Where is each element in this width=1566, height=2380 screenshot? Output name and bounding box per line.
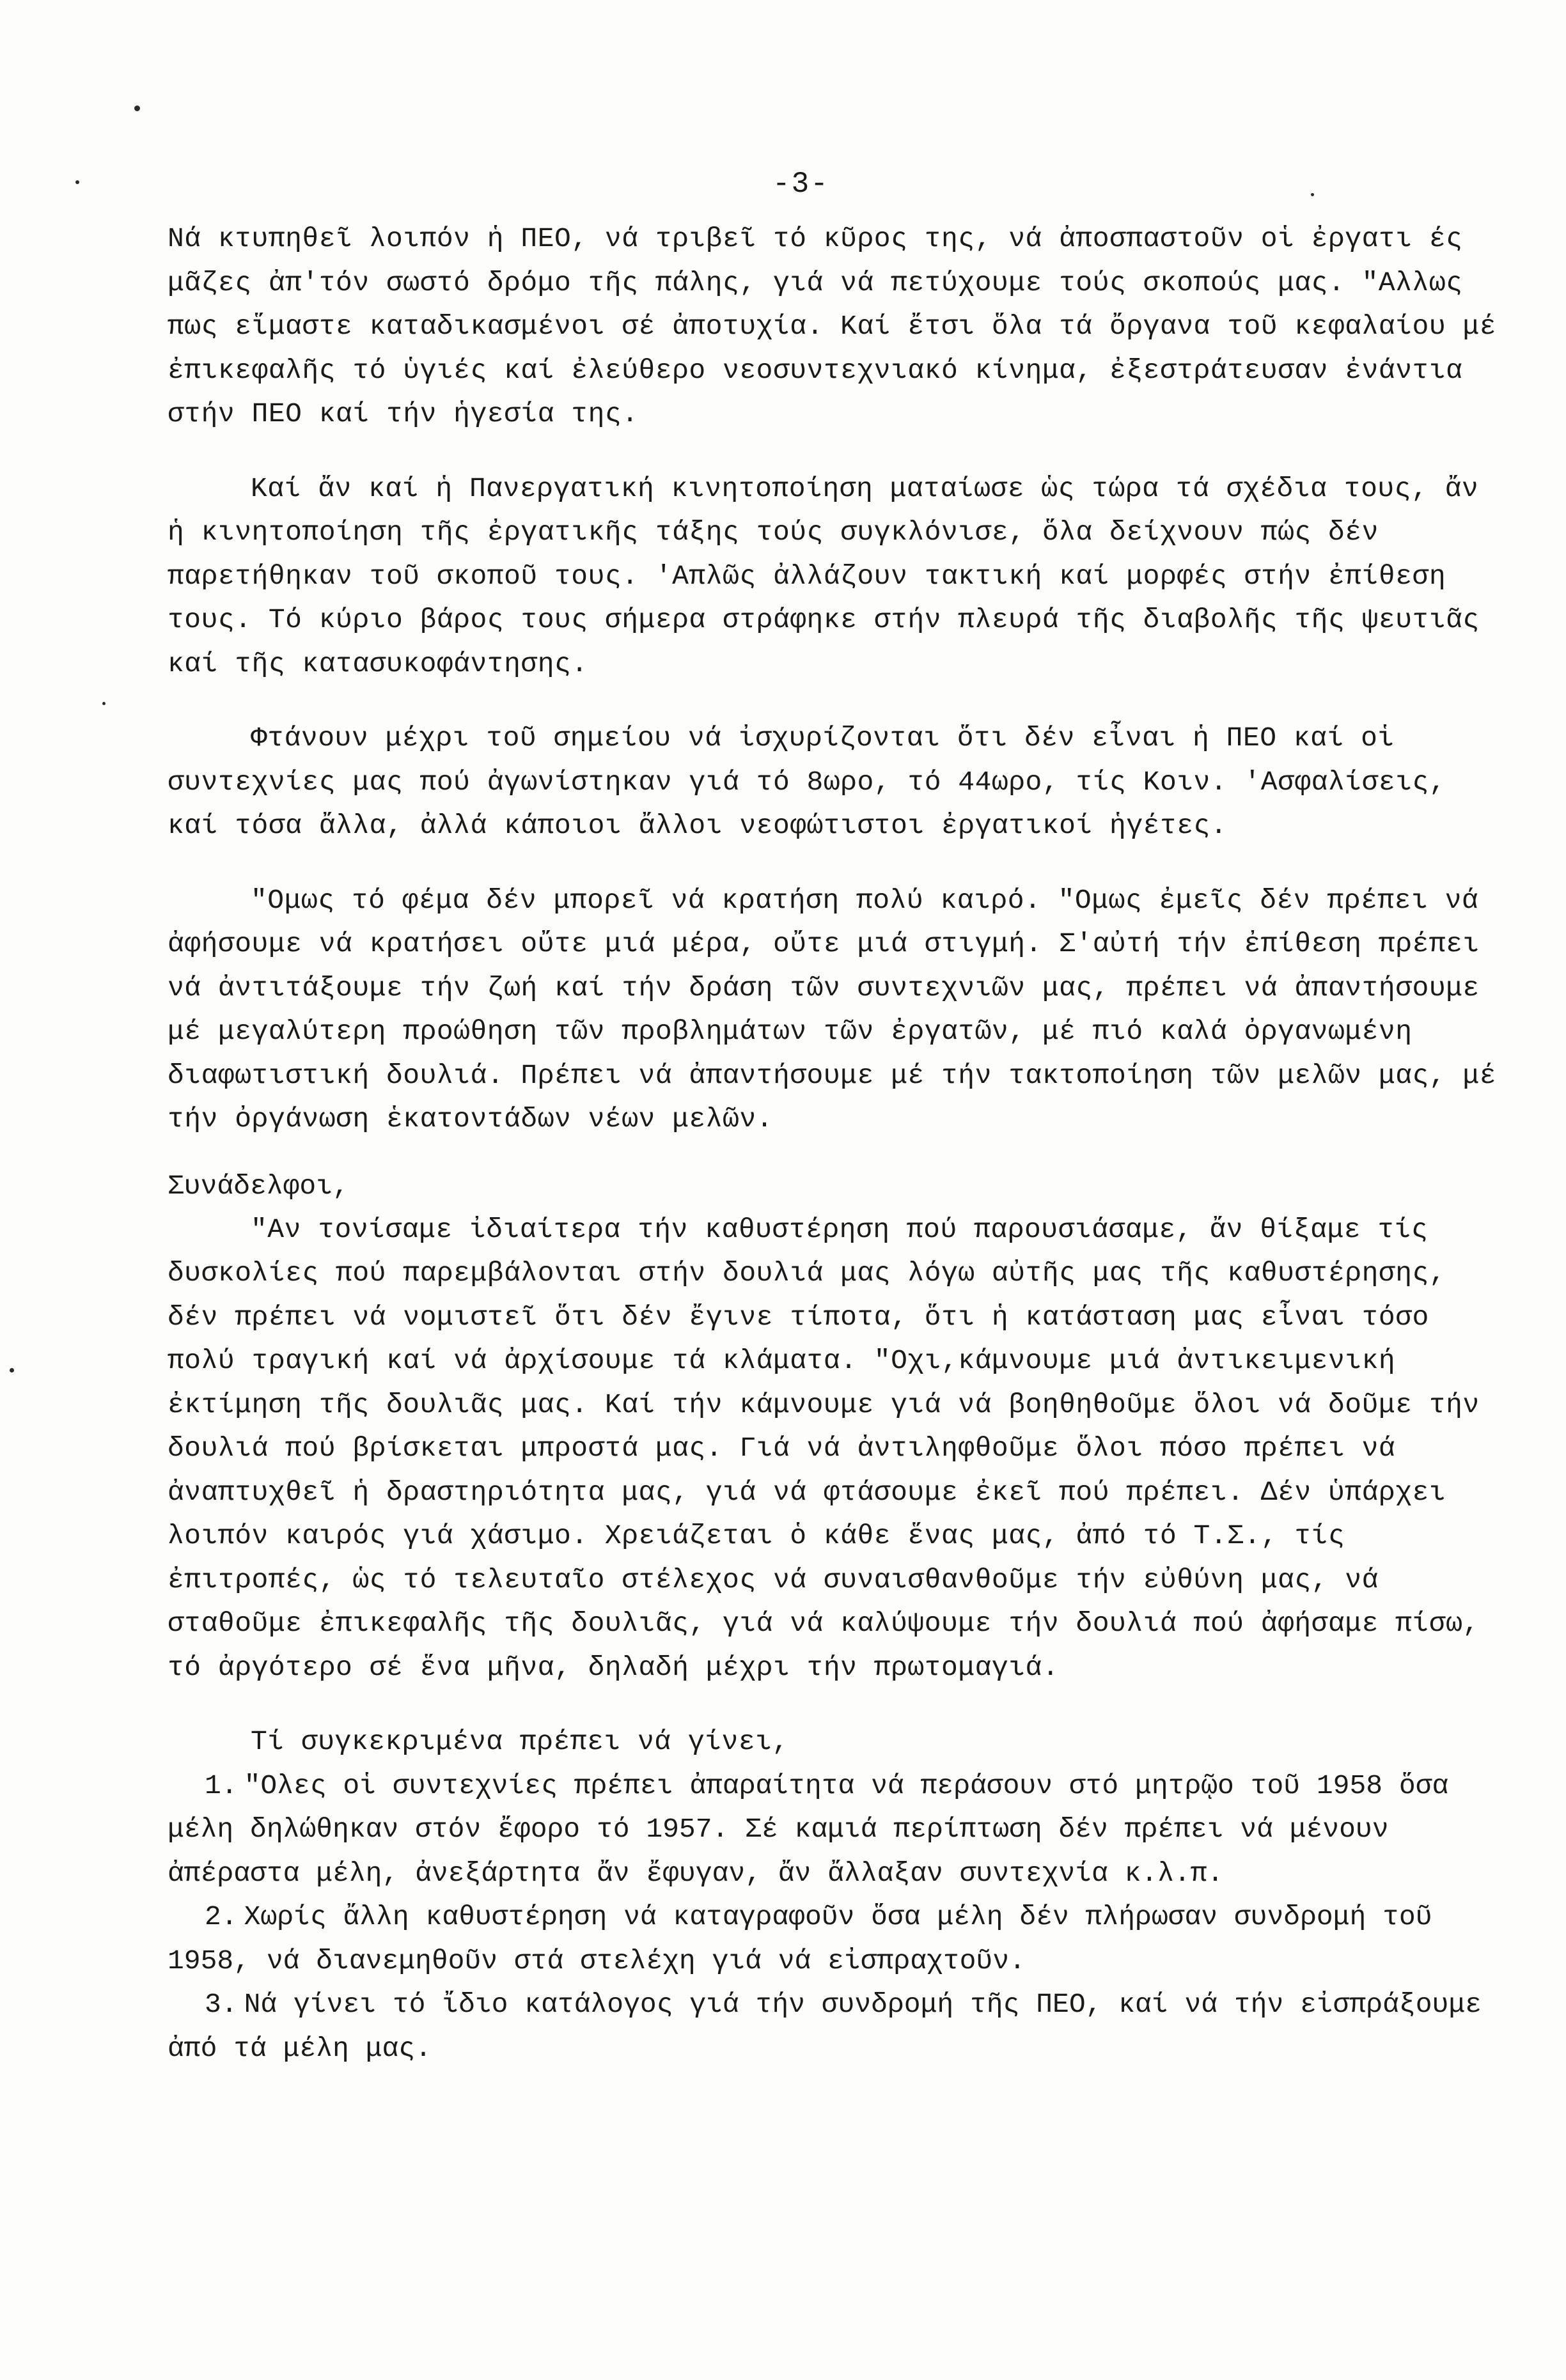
document-body: [168, 217, 1510, 2071]
paragraph-3: Φτάνουν μέχρι τοῦ σημείου νά ἰσχυρίζονται ὅτι δέν εἶναι ἡ ΠΕΟ καί οἱ συντεχνίες μας πού ἀγωνίστηκαν γιά τό 8ωρο, τό 44ωρο, τίς Κοιν. 'Ασφαλίσεις, καί τόσα ἄλλα, ἀλλά κάποιοι ἄλλοι νεοφώτιστοι ἐργατικοί ἡγέτες.: [168, 722, 1446, 841]
list-item-text: "Ολες οἱ συντεχνίες πρέπει ἀπαραίτητα νά περάσουν στό μητρῷο τοῦ 1958 ὅσα μέλη δηλώθηκαν στόν ἔφορο τό 1957. Σέ καμιά περίπτωση δέν πρέπει νά μένουν ἀπέραστα μέλη, ἀνεξάρτητα ἄν ἔφυγαν, ἄν ἄλλαξαν συντεχνία κ.λ.π.: [168, 1769, 1449, 1889]
page-number: -3-: [772, 167, 829, 201]
scan-speck: [10, 1368, 14, 1373]
list-item-1: [168, 1764, 1510, 1896]
question-line: Τί συγκεκριμένα πρέπει νά γίνει,: [251, 1726, 789, 1757]
list-item-number: 1.: [205, 1769, 238, 1801]
scan-speck: [75, 180, 79, 184]
list-item-text: Χωρίς ἄλλη καθυστέρηση νά καταγραφοῦν ὅσα μέλη δέν πλήρωσαν συνδρομή τοῦ 1958, νά διανεμηθοῦν στά στελέχη γιά νά εἰσπραχτοῦν.: [168, 1901, 1432, 1977]
list-item-number: 2.: [205, 1901, 238, 1933]
main-paragraph: "Αν τονίσαμε ἰδιαίτερα τήν καθυστέρηση πού παρουσιάσαμε, ἄν θίξαμε τίς δυσκολίες πού παρεμβάλονται στήν δουλιά μας λόγω αὐτῆς μας τῆς καθυστέρησης, δέν πρέπει νά νομιστεῖ ὅτι δέν ἔγινε τίποτα, ὅτι ἡ κατάσταση μας εἶναι τόσο πολύ τραγική καί νά ἀρχίσουμε τά κλάματα. "Οχι,κάμνουμε μιά ἀντικειμενική ἐκτίμηση τῆς δουλιᾶς μας. Καί τήν κάμνουμε γιά νά βοηθηθοῦμε ὅλοι νά δοῦμε τήν δουλιά πού βρίσκεται μπροστά μας. Γιά νά ἀντιληφθοῦμε ὅλοι πόσο πρέπει νά ἀναπτυχθεῖ ἡ δραστηριότητα μας, γιά νά φτάσουμε ἐκεῖ πού πρέπει. Δέν ὑπάρχει λοιπόν καιρός γιά χάσιμο. Χρειάζεται ὁ κάθε ἕνας μας, ἀπό τό Τ.Σ., τίς ἐπιτροπές, ὡς τό τελευταῖο στέλεχος νά συναισθανθοῦμε τήν εὐθύνη μας, νά σταθοῦμε ἐπικεφαλῆς τῆς δουλιᾶς, γιά νά καλύψουμε τήν δουλιά πού ἀφήσαμε πίσω, τό ἀργότερο σέ ἕνα μῆνα, δηλαδή μέχρι τήν πρωτομαγιά.: [168, 1213, 1480, 1683]
scan-speck: [1311, 193, 1314, 196]
scan-speck: [102, 702, 106, 705]
list-item-2: [168, 1895, 1510, 1983]
paragraph-4: "Ομως τό φέμα δέν μπορεῖ νά κρατήση πολύ καιρό. "Ομως ἐμεῖς δέν πρέπει νά ἀφήσουμε νά κρατήσει οὔτε μιά μέρα, οὔτε μιά στιγμή. Σ'αὐτή τήν ἐπίθεση πρέπει νά ἀντιτάξουμε τήν ζωή καί τήν δράση τῶν συντεχνιῶν μας, πρέπει νά ἀπαντήσουμε μέ μεγαλύτερη προώθηση τῶν προβλημάτων τῶν ἐργατῶν, μέ πιό καλά ὀργανωμένη διαφωτιστική δουλιά. Πρέπει νά ἀπαντήσουμε μέ τήν τακτοποίηση τῶν μελῶν μας, μέ τήν ὀργάνωση ἑκατοντάδων νέων μελῶν.: [168, 884, 1497, 1135]
paragraph-1: Νά κτυπηθεῖ λοιπόν ἡ ΠΕΟ, νά τριβεῖ τό κῦρος της, νά ἀποσπαστοῦν οἱ ἐργατι ές μᾶζες ἀπ'τόν σωστό δρόμο τῆς πάλης, γιά νά πετύχουμε τούς σκοπούς μας. "Αλλως πως εἵμαστε καταδικασμένοι σέ ἀποτυχία. Καί ἔτσι ὅλα τά ὄργανα τοῦ κεφαλαίου μέ ἐπικεφαλῆς τό ὑγιές καί ἐλεύθερο νεοσυντεχνιακό κίνημα, ἐξεστράτευσαν ἐνάντια στήν ΠΕΟ καί τήν ἡγεσία της.: [168, 223, 1497, 430]
scan-speck: [134, 105, 140, 111]
list-item-text: Νά γίνει τό ἴδιο κατάλογος γιά τήν συνδρομή τῆς ΠΕΟ, καί νά τήν εἰσπράξουμε ἀπό τά μέλη μας.: [168, 1989, 1482, 2064]
paragraph-2: Καί ἄν καί ἡ Πανεργατική κινητοποίηση ματαίωσε ὡς τώρα τά σχέδια τους, ἄν ἡ κινητοποίηση τῆς ἐργατικῆς τάξης τούς συγκλόνισε, ὅλα δείχνουν πώς δέν παρετήθηκαν τοῦ σκοποῦ τους. 'Απλῶς ἀλλάζουν τακτική καί μορφές στήν ἐπίθεση τους. Τό κύριο βάρος τους σήμερα στράφηκε στήν πλευρά τῆς διαβολῆς τῆς ψευτιᾶς καί τῆς κατασυκοφάντησης.: [168, 472, 1480, 680]
greeting: Συνάδελφοι,: [168, 1170, 349, 1202]
list-item-number: 3.: [205, 1989, 238, 2020]
list-item-3: [168, 1983, 1510, 2071]
